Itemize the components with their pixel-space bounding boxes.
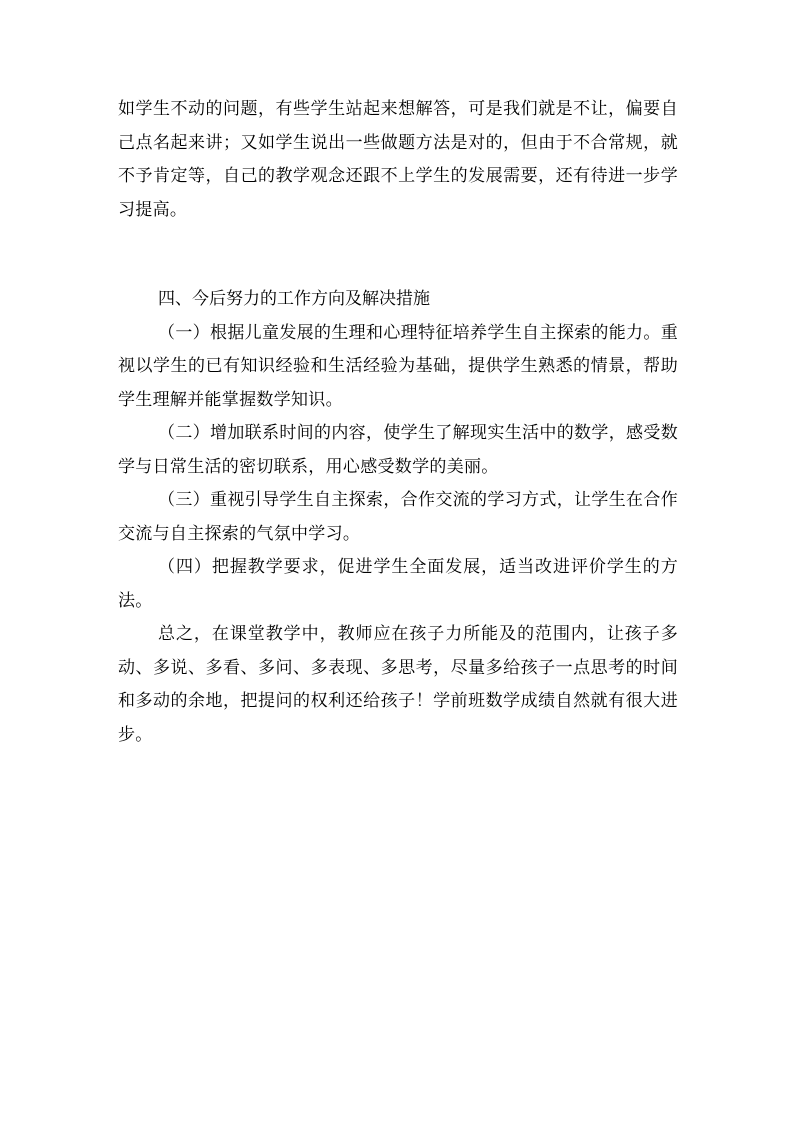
continued-paragraph: 如学生不动的问题，有些学生站起来想解答，可是我们就是不让，偏要自己点名起来讲；又如学生说出一些做题方法是对的，但由于不合常规，就不予肯定等，自己的教学观念还跟不上学生的发展需要，还有待进一步学习提高。 <box>118 99 678 220</box>
section-spacer <box>118 227 678 283</box>
section-heading: 四、今后努力的工作方向及解决措施 <box>158 289 430 309</box>
document-page <box>118 93 678 752</box>
measure-item-1: （一）根据儿童发展的生理和心理特征培养学生自主探索的能力。重视以学生的已有知识经验和生活经验为基础，提供学生熟悉的情景，帮助学生理解并能掌握数学知识。 <box>118 322 678 410</box>
measure-item-2: （二）增加联系时间的内容，使学生了解现实生活中的数学，感受数学与日常生活的密切联系，用心感受数学的美丽。 <box>118 423 678 477</box>
measure-item-3: （三）重视引导学生自主探索，合作交流的学习方式，让学生在合作交流与自主探索的气氛中学习。 <box>118 490 678 544</box>
conclusion-paragraph: 总之，在课堂教学中，教师应在孩子力所能及的范围内，让孩子多动、多说、多看、多问、多表现、多思考，尽量多给孩子一点思考的时间和多动的余地，把提问的权利还给孩子！学前班数学成绩自然就有很大进步。 <box>118 624 678 745</box>
measure-item-4: （四）把握教学要求，促进学生全面发展，适当改进评价学生的方法。 <box>118 557 678 611</box>
